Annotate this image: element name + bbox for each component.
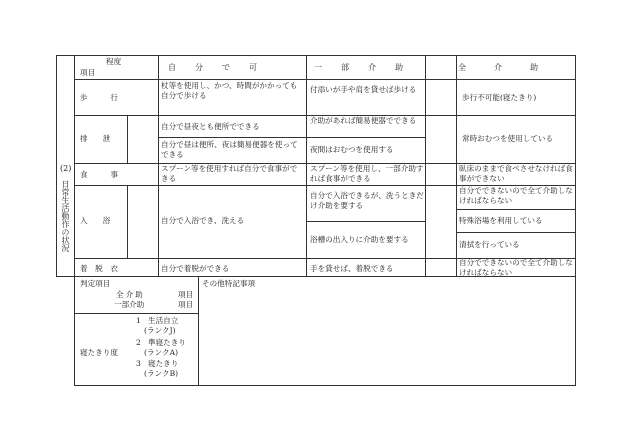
section-number: (2) <box>60 164 72 173</box>
lower-bottom-line <box>74 385 576 386</box>
meal-label: 食 事 <box>80 170 118 179</box>
dressing-self: 自分で着脱ができる <box>161 264 230 273</box>
meal-self: スプーン等を使用すれば自分で食事ができる <box>161 164 298 183</box>
level-3-rank: (ランクB) <box>144 369 179 378</box>
bathing-partial-1: 自分で入浴できるが、洗うときだけ介助を要する <box>310 191 424 210</box>
dressing-full: 自分でできないので全て介助しなければならない <box>459 258 573 277</box>
level-1-name: 生活自立 <box>148 316 179 325</box>
outer-right-line <box>575 55 576 385</box>
meal-partial: スプーン等を使用し、一部介助すれば食事ができる <box>310 164 424 183</box>
header-item: 項目 <box>80 68 96 77</box>
judgment-item-b: 項目 <box>178 300 194 309</box>
excretion-self-1: 自分で昼夜とも便所でできる <box>161 122 260 131</box>
walking-label: 歩 行 <box>80 93 118 102</box>
excretion-mid-line <box>158 137 426 138</box>
level-3-name: 寝たきり <box>148 359 179 368</box>
header-self: 自 分 で 可 <box>168 63 258 72</box>
bath-partial-line <box>306 221 426 222</box>
dressing-partial: 手を貸せば、着脱できる <box>310 264 394 273</box>
header-degree: 程度 <box>106 57 122 66</box>
walking-partial: 付添いが手や肩を貸せば歩ける <box>310 85 417 94</box>
excretion-label: 排 泄 <box>80 134 111 143</box>
walking-full: 歩行不可能(寝たきり) <box>462 93 537 102</box>
header-bottom-line <box>74 79 576 80</box>
excretion-partial-2: 夜間はおむつを使用する <box>310 145 394 154</box>
level-1-num: 1 <box>136 316 141 325</box>
bedridden-label: 寝たきり度 <box>80 348 118 357</box>
bathing-full-1: 自分でできないので全て介助しなければならない <box>459 186 573 205</box>
level-2-num: 2 <box>136 338 141 347</box>
bathing-full-2: 特殊浴場を利用している <box>459 216 543 225</box>
col-line-1 <box>158 55 159 276</box>
bathing-label: 入 浴 <box>80 216 111 225</box>
judgment-partial-assist: 一部介助 <box>114 300 145 309</box>
level-2-name: 準寝たきり <box>148 338 186 347</box>
judgment-title: 判定項目 <box>80 279 111 288</box>
level-2-rank: (ランクA) <box>144 348 179 357</box>
col-line-2 <box>306 55 307 276</box>
header-partial: 一 部 介 助 <box>314 63 404 72</box>
dressing-label: 着 脱 衣 <box>80 264 118 273</box>
bath-sub-line <box>127 185 128 258</box>
bath-full-line-1 <box>456 209 576 210</box>
lower-divider-line <box>198 276 199 385</box>
col-line-3b <box>425 55 426 276</box>
other-notes-label: その他特記事項 <box>202 279 256 288</box>
judgment-mid-line <box>74 313 198 314</box>
header-full: 全 介 助 <box>458 63 539 72</box>
section-divider-line <box>74 55 75 385</box>
col-line-3 <box>456 55 457 276</box>
bathing-self: 自分で入浴でき、洗える <box>161 216 245 225</box>
top-line <box>56 55 576 56</box>
excretion-sub-line <box>127 115 128 163</box>
meal-full: 臥床のままで食べさせなければ食事ができない <box>459 164 573 183</box>
bath-full-line-2 <box>456 232 576 233</box>
walking-self: 杖等を使用し、かつ、時間がかかっても自分で歩ける <box>161 81 298 100</box>
outer-left-line <box>56 55 57 276</box>
level-1-rank: (ランクJ) <box>144 326 176 335</box>
judgment-item-a: 項目 <box>178 290 194 299</box>
level-3-num: 3 <box>136 359 141 368</box>
section-title: 日常生活動作の状況 <box>61 180 70 252</box>
judgment-full-assist: 全介助 <box>116 290 145 299</box>
bathing-full-3: 清拭を行っている <box>459 240 520 249</box>
bathing-partial-2: 浴槽の出入りに介助を要する <box>310 235 409 244</box>
excretion-self-2: 自分で昼は便所、夜は簡易便器を使ってできる <box>161 140 298 159</box>
excretion-full: 常時おむつを使用している <box>462 134 554 143</box>
excretion-partial-1: 介助があれば簡易便器でできる <box>310 116 417 125</box>
